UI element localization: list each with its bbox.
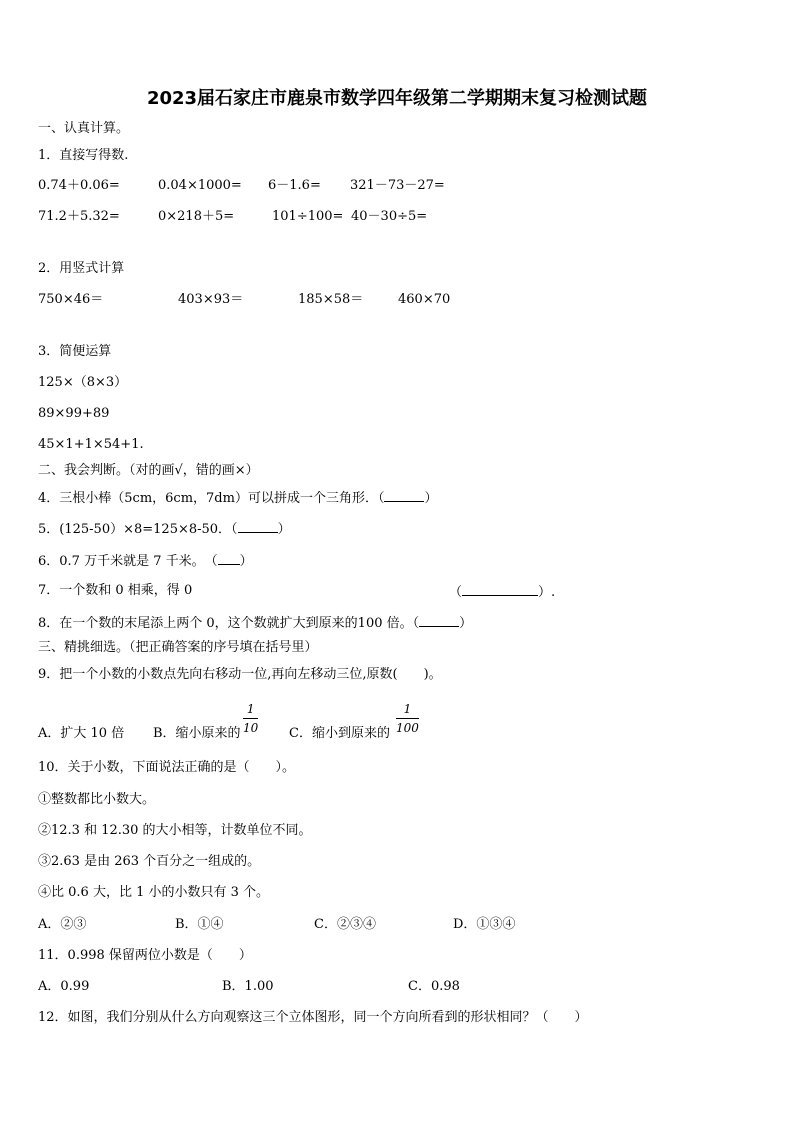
question-1-label: 1．直接写得数.	[38, 148, 129, 163]
fraction-denominator: 10	[243, 721, 259, 735]
question-5	[38, 520, 291, 538]
question-9-text: 9．把一个小数的小数点先向右移动一位,再向左移动三位,原数( )。	[38, 667, 442, 682]
question-6	[38, 552, 253, 570]
page-title: 2023届石家庄市鹿泉市数学四年级第二学期期末复习检测试题	[146, 88, 648, 109]
q1-item-8: 40－30÷5=	[351, 209, 428, 224]
question-8-close: ）	[459, 616, 473, 631]
question-5-close: ）	[277, 522, 291, 537]
question-4-text: 4．三根小棒（5cm，6cm，7dm）可以拼成一个三角形．（	[38, 491, 385, 506]
q10-option-b[interactable]: B．①④	[175, 917, 224, 932]
question-7-answer	[449, 583, 555, 601]
answer-blank[interactable]	[238, 520, 278, 533]
question-11-text: 11．0.998 保留两位小数是（ ）	[38, 948, 252, 963]
question-7-open: （	[449, 585, 463, 600]
q9-fraction-one-hundredth	[396, 702, 419, 735]
q10-statement-3: ③2.63 是由 263 个百分之一组成的。	[38, 854, 261, 869]
question-3-label: 3．简便运算	[38, 344, 112, 359]
q3-item-1: 125×（8×3）	[38, 375, 128, 390]
q10-statement-4: ④比 0.6 大，比 1 小的小数只有 3 个。	[38, 885, 270, 900]
q3-item-2: 89×99+89	[38, 406, 110, 421]
fraction-denominator: 100	[396, 721, 419, 735]
question-2-label: 2．用竖式计算	[38, 261, 125, 276]
question-10-text: 10．关于小数，下面说法正确的是（ ）。	[38, 760, 296, 775]
q10-statement-2: ②12.3 和 12.30 的大小相等，计数单位不同。	[38, 823, 312, 838]
answer-blank[interactable]	[462, 583, 538, 596]
q3-item-3: 45×1+1×54+1.	[38, 437, 144, 452]
question-6-text: 6．0.7 万千米就是 7 千米。 （	[38, 554, 218, 569]
q9-fraction-one-tenth	[243, 702, 258, 735]
q1-item-1: 0.74＋0.06=	[38, 178, 120, 193]
question-8	[38, 614, 472, 632]
q10-option-d[interactable]: D．①③④	[453, 917, 516, 932]
q2-item-1: 750×46＝	[38, 292, 104, 307]
question-7-close: ）.	[538, 585, 556, 600]
q1-item-3: 6－1.6=	[268, 178, 321, 193]
question-4-close: ）	[424, 491, 438, 506]
q10-statement-1: ①整数都比小数大。	[38, 792, 156, 807]
q2-item-3: 185×58＝	[298, 292, 364, 307]
answer-blank[interactable]	[218, 552, 240, 565]
q2-item-2: 403×93＝	[178, 292, 244, 307]
question-5-text: 5．(125-50）×8=125×8-50．（	[38, 522, 238, 537]
q11-option-a[interactable]: A．0.99	[38, 979, 90, 994]
q2-item-4: 460×70	[398, 292, 451, 307]
q1-item-4: 321－73－27=	[350, 178, 445, 193]
q1-item-2: 0.04×1000=	[158, 178, 242, 193]
q9-option-a[interactable]: A．扩大 10 倍	[38, 726, 125, 741]
q11-option-c[interactable]: C．0.98	[408, 979, 460, 994]
question-4	[38, 489, 437, 507]
question-8-text: 8．在一个数的末尾添上两个 0，这个数就扩大到原来的100 倍。（	[38, 616, 420, 631]
fraction-numerator: 1	[243, 702, 258, 719]
question-12-text: 12．如图，我们分别从什么方向观察这三个立体图形，同一个方向所看到的形状相同？（ ）	[38, 1010, 588, 1025]
question-6-close: ）	[239, 554, 253, 569]
question-7-text: 7．一个数和 0 相乘，得 0	[38, 583, 193, 598]
q11-option-b[interactable]: B．1.00	[222, 979, 274, 994]
section-3-heading: 三、精挑细选。（把正确答案的序号填在括号里）	[38, 640, 318, 655]
q1-item-5: 71.2＋5.32=	[38, 209, 120, 224]
answer-blank[interactable]	[384, 489, 424, 502]
section-1-heading: 一、认真计算。	[38, 121, 130, 136]
section-2-heading: 二、我会判断。（对的画√，错的画×）	[38, 463, 259, 478]
q9-option-c[interactable]: C．缩小到原来的	[289, 726, 390, 741]
fraction-numerator: 1	[396, 702, 419, 719]
q10-option-a[interactable]: A．②③	[38, 917, 87, 932]
q1-item-7: 101÷100=	[272, 209, 344, 224]
answer-blank[interactable]	[419, 614, 459, 627]
q9-option-b[interactable]: B．缩小原来的	[153, 726, 241, 741]
q10-option-c[interactable]: C．②③④	[314, 917, 376, 932]
q1-item-6: 0×218＋5=	[158, 209, 235, 224]
